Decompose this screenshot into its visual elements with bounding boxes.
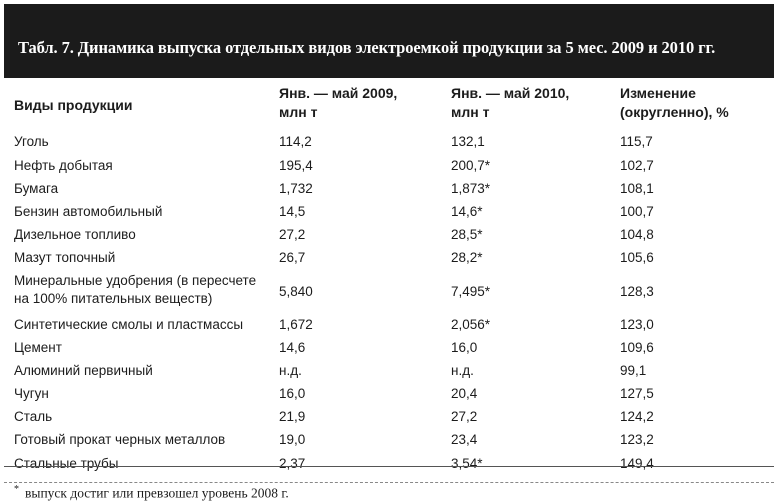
row-value-2009: 1,672	[279, 317, 313, 332]
row-value-change: 115,7	[620, 134, 653, 149]
row-product-name: Минеральные удобрения (в пересчете	[14, 273, 257, 288]
row-value-2010: н.д.	[451, 363, 474, 378]
row-value-2009: 1,732	[279, 181, 313, 196]
row-value-change: 149,4	[620, 456, 654, 471]
row-value-2010: 28,5*	[451, 227, 483, 242]
row-value-change: 102,7	[620, 158, 654, 173]
row-value-2010: 2,056*	[451, 317, 491, 332]
row-value-change: 105,6	[620, 250, 654, 265]
row-product-name: Готовый прокат черных металлов	[14, 432, 226, 447]
row-value-2010: 7,495*	[451, 284, 491, 299]
row-product-name: Бензин автомобильный	[14, 204, 163, 219]
row-value-2009: 195,4	[279, 158, 313, 173]
header-2009-line2: млн т	[279, 104, 318, 120]
row-value-2009: 26,7	[279, 250, 306, 265]
header-product: Виды продукции	[14, 97, 133, 113]
row-value-2009: 19,0	[279, 432, 306, 447]
row-value-2010: 14,6*	[451, 204, 483, 219]
row-value-2009: 27,2	[279, 227, 306, 242]
header-2009-line1: Янв. — май 2009,	[279, 85, 398, 101]
row-value-change: 123,2	[620, 432, 654, 447]
table-title-bar	[4, 4, 774, 78]
row-product-name-cont: на 100% питательных веществ)	[14, 291, 213, 306]
row-value-2009: 2,37	[279, 456, 306, 471]
row-product-name: Дизельное топливо	[14, 227, 136, 242]
header-2010-line2: млн т	[451, 104, 490, 120]
row-value-change: 128,3	[620, 284, 654, 299]
row-value-2010: 23,4	[451, 432, 478, 447]
row-value-2009: 16,0	[279, 386, 306, 401]
footnote-text: выпуск достиг или превзошел уровень 2008 г.	[25, 485, 289, 501]
row-product-name: Алюминий первичный	[14, 363, 153, 378]
bottom-divider	[4, 482, 774, 483]
row-value-2009: 21,9	[279, 409, 306, 424]
row-value-change: 100,7	[620, 204, 654, 219]
row-value-2009: 5,840	[279, 284, 313, 299]
row-product-name: Сталь	[14, 409, 53, 424]
row-value-2009: 114,2	[279, 134, 312, 149]
header-change-line2: (округленно), %	[620, 104, 729, 120]
row-value-2010: 27,2	[451, 409, 478, 424]
row-value-change: 109,6	[620, 340, 654, 355]
row-product-name: Цемент	[14, 340, 62, 355]
row-product-name: Мазут топочный	[14, 250, 116, 265]
row-product-name: Синтетические смолы и пластмассы	[14, 317, 244, 332]
header-change-line1: Изменение	[620, 85, 696, 101]
row-value-2009: 14,6	[279, 340, 306, 355]
row-value-2010: 3,54*	[451, 456, 483, 471]
footnote	[14, 484, 289, 502]
row-value-change: 108,1	[620, 181, 654, 196]
row-product-name: Уголь	[14, 134, 49, 149]
row-product-name: Нефть добытая	[14, 158, 113, 173]
footnote-divider	[4, 466, 774, 467]
header-2010-line1: Янв. — май 2010,	[451, 85, 570, 101]
row-value-change: 104,8	[620, 227, 654, 242]
row-value-change: 127,5	[620, 386, 654, 401]
table-title: Табл. 7. Динамика выпуска отдельных видов электроемкой продукции за 5 мес. 2009 и 2010 гг.	[18, 38, 716, 57]
row-value-2010: 16,0	[451, 340, 478, 355]
row-value-2009: н.д.	[279, 363, 302, 378]
row-product-name: Бумага	[14, 181, 59, 196]
footnote-mark: *	[14, 484, 19, 495]
row-value-2010: 28,2*	[451, 250, 483, 265]
row-value-2010: 200,7*	[451, 158, 491, 173]
row-value-2009: 14,5	[279, 204, 306, 219]
row-product-name: Чугун	[14, 386, 49, 401]
row-value-2010: 20,4	[451, 386, 478, 401]
row-product-name: Стальные трубы	[14, 456, 119, 471]
row-value-change: 123,0	[620, 317, 654, 332]
row-value-2010: 132,1	[451, 134, 485, 149]
row-value-2010: 1,873*	[451, 181, 491, 196]
row-value-change: 124,2	[620, 409, 654, 424]
row-value-change: 99,1	[620, 363, 647, 378]
